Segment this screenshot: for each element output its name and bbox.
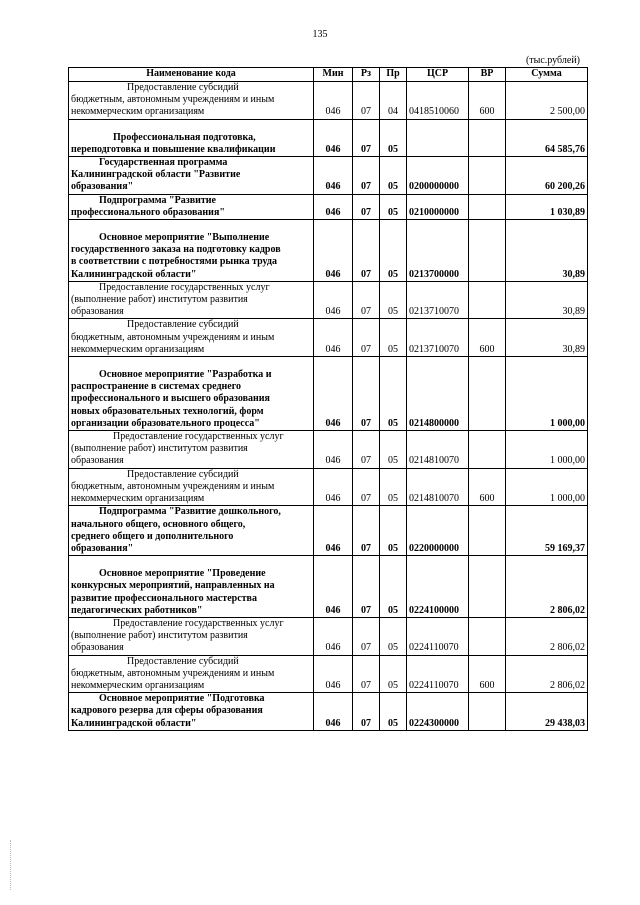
row-name-line: Калининградской области"	[71, 717, 197, 729]
row-name-cell	[69, 556, 314, 618]
row-name-line: образования"	[71, 181, 134, 193]
row-csr-cell: 0214810070	[407, 468, 469, 506]
row-sum-cell: 1 000,00	[506, 468, 588, 506]
row-sum-cell: 30,89	[506, 220, 588, 282]
row-name-line: среднего общего и дополнительного	[71, 530, 234, 542]
table-row	[69, 82, 588, 120]
row-sum-cell: 30,89	[506, 319, 588, 357]
row-min-cell: 046	[314, 617, 353, 655]
row-name-line: Подпрограмма "Развитие дошкольного,	[99, 506, 281, 518]
table-row	[69, 431, 588, 469]
row-csr-cell: 0213700000	[407, 220, 469, 282]
row-min-cell: 046	[314, 431, 353, 469]
row-min-cell: 046	[314, 506, 353, 556]
row-name-line: государственного заказа на подготовку кадров	[71, 244, 281, 256]
row-vr-cell	[469, 617, 506, 655]
row-name-line: в соответствии с потребностями рынка труда	[71, 256, 277, 268]
row-rz-cell: 07	[353, 693, 380, 731]
col-header-pr: Пр	[380, 68, 407, 82]
row-vr-cell	[469, 194, 506, 219]
row-vr-cell: 600	[469, 82, 506, 120]
row-min-cell: 046	[314, 357, 353, 431]
row-name-line: бюджетным, автономным учреждениям и иным	[71, 331, 275, 343]
row-min-cell: 046	[314, 157, 353, 195]
table-row	[69, 506, 588, 556]
row-name-line: Подпрограмма "Развитие	[99, 194, 216, 206]
row-rz-cell: 07	[353, 82, 380, 120]
row-csr-cell: 0213710070	[407, 319, 469, 357]
row-pr-cell: 05	[380, 281, 407, 319]
row-pr-cell: 05	[380, 119, 407, 156]
row-csr-cell: 0224110070	[407, 655, 469, 693]
row-sum-cell: 2 806,02	[506, 556, 588, 618]
row-rz-cell: 07	[353, 220, 380, 282]
row-sum-cell: 29 438,03	[506, 693, 588, 731]
row-pr-cell: 04	[380, 82, 407, 120]
row-name-line: конкурсных мероприятий, направленных на	[71, 580, 275, 592]
row-rz-cell: 07	[353, 506, 380, 556]
row-rz-cell: 07	[353, 157, 380, 195]
row-name-cell	[69, 220, 314, 282]
row-pr-cell: 05	[380, 431, 407, 469]
row-min-cell: 046	[314, 281, 353, 319]
row-rz-cell: 07	[353, 431, 380, 469]
row-name-line: Предоставление государственных услуг	[113, 431, 284, 443]
row-name-line: профессионального образования"	[71, 206, 225, 218]
table-row	[69, 655, 588, 693]
table-row	[69, 157, 588, 195]
row-vr-cell	[469, 431, 506, 469]
table-row	[69, 693, 588, 731]
row-sum-cell: 2 500,00	[506, 82, 588, 120]
row-name-line: бюджетным, автономным учреждениям и иным	[71, 480, 275, 492]
row-sum-cell: 2 806,02	[506, 617, 588, 655]
row-name-line: образования	[71, 642, 124, 654]
table-row	[69, 194, 588, 219]
table-row	[69, 556, 588, 618]
row-name-cell	[69, 693, 314, 731]
row-name-cell	[69, 194, 314, 219]
row-name-line: Калининградской области"	[71, 268, 197, 280]
row-name-line: Основное мероприятие "Выполнение	[99, 232, 270, 244]
row-sum-cell: 2 806,02	[506, 655, 588, 693]
row-name-cell	[69, 468, 314, 506]
row-name-line: профессионального и высшего образования	[71, 393, 270, 405]
row-vr-cell	[469, 119, 506, 156]
row-pr-cell: 05	[380, 194, 407, 219]
row-name-line: Предоставление субсидий	[127, 319, 239, 331]
table-row	[69, 281, 588, 319]
row-rz-cell: 07	[353, 617, 380, 655]
row-vr-cell	[469, 506, 506, 556]
row-csr-cell: 0418510060	[407, 82, 469, 120]
row-name-cell	[69, 82, 314, 120]
row-name-line: Предоставление субсидий	[127, 468, 239, 480]
row-csr-cell: 0214810070	[407, 431, 469, 469]
row-name-line: Основное мероприятие "Подготовка	[99, 693, 265, 705]
row-sum-cell: 1 030,89	[506, 194, 588, 219]
row-name-line: Предоставление государственных услуг	[99, 281, 270, 293]
row-vr-cell: 600	[469, 468, 506, 506]
row-rz-cell: 07	[353, 119, 380, 156]
table-row	[69, 119, 588, 156]
row-vr-cell	[469, 693, 506, 731]
row-csr-cell: 0224110070	[407, 617, 469, 655]
row-name-cell	[69, 506, 314, 556]
row-name-line: образования	[71, 306, 124, 318]
row-sum-cell: 1 000,00	[506, 431, 588, 469]
row-pr-cell: 05	[380, 655, 407, 693]
table-row	[69, 319, 588, 357]
row-pr-cell: 05	[380, 319, 407, 357]
row-name-line: организации образовательного процесса"	[71, 417, 260, 429]
units-label: (тыс.рублей)	[525, 55, 580, 66]
row-min-cell: 046	[314, 693, 353, 731]
table-row	[69, 220, 588, 282]
row-vr-cell: 600	[469, 319, 506, 357]
table-header-row	[69, 68, 588, 82]
col-header-name: Наименование кода	[69, 68, 314, 82]
row-name-line: распространение в системах среднего	[71, 381, 242, 393]
row-min-cell: 046	[314, 655, 353, 693]
row-rz-cell: 07	[353, 556, 380, 618]
row-pr-cell: 05	[380, 220, 407, 282]
row-vr-cell	[469, 556, 506, 618]
row-name-cell	[69, 431, 314, 469]
row-rz-cell: 07	[353, 194, 380, 219]
row-csr-cell: 0200000000	[407, 157, 469, 195]
row-vr-cell	[469, 220, 506, 282]
row-name-line: Основное мероприятие "Проведение	[99, 568, 266, 580]
row-rz-cell: 07	[353, 655, 380, 693]
col-header-sum: Сумма	[506, 68, 588, 82]
row-name-line: образования"	[71, 542, 134, 554]
row-vr-cell	[469, 281, 506, 319]
row-name-line: некоммерческим организациям	[71, 343, 205, 355]
row-pr-cell: 05	[380, 157, 407, 195]
row-min-cell: 046	[314, 194, 353, 219]
row-pr-cell: 05	[380, 556, 407, 618]
row-name-cell	[69, 319, 314, 357]
row-name-line: некоммерческим организациям	[71, 106, 205, 118]
row-pr-cell: 05	[380, 506, 407, 556]
row-name-line: педагогических работников"	[71, 604, 203, 616]
row-vr-cell: 600	[469, 655, 506, 693]
col-header-min: Мин	[314, 68, 353, 82]
row-pr-cell: 05	[380, 357, 407, 431]
row-pr-cell: 05	[380, 617, 407, 655]
row-min-cell: 046	[314, 82, 353, 120]
row-name-line: Калининградской области "Развитие	[71, 169, 241, 181]
row-name-line: Основное мероприятие "Разработка и	[99, 369, 272, 381]
row-name-cell	[69, 119, 314, 156]
row-name-line: переподготовка и повышение квалификации	[71, 143, 276, 155]
row-name-line: Государственная программа	[99, 157, 228, 169]
row-name-line: начального общего, основного общего,	[71, 518, 246, 530]
row-name-cell	[69, 357, 314, 431]
row-name-cell	[69, 281, 314, 319]
row-name-line: Предоставление субсидий	[127, 82, 239, 93]
row-csr-cell: 0224100000	[407, 556, 469, 618]
row-sum-cell: 30,89	[506, 281, 588, 319]
budget-table	[68, 67, 588, 731]
row-sum-cell: 64 585,76	[506, 119, 588, 156]
row-name-line: некоммерческим организациям	[71, 493, 205, 505]
row-csr-cell: 0213710070	[407, 281, 469, 319]
page-number: 135	[312, 29, 328, 40]
row-name-line: Предоставление государственных услуг	[113, 617, 284, 629]
row-name-line: Профессиональная подготовка,	[113, 131, 256, 143]
row-name-line: образования	[71, 455, 124, 467]
row-name-line: (выполнение работ) институтом развития	[71, 630, 248, 642]
row-name-line: бюджетным, автономным учреждениям и иным	[71, 667, 275, 679]
row-csr-cell: 0224300000	[407, 693, 469, 731]
row-sum-cell: 60 200,26	[506, 157, 588, 195]
row-name-line: Предоставление субсидий	[127, 655, 239, 667]
row-csr-cell: 0210000000	[407, 194, 469, 219]
row-csr-cell	[407, 119, 469, 156]
row-name-line: бюджетным, автономным учреждениям и иным	[71, 94, 275, 106]
row-name-line: (выполнение работ) институтом развития	[71, 443, 248, 455]
row-rz-cell: 07	[353, 281, 380, 319]
row-name-line: развитие профессионального мастерства	[71, 592, 257, 604]
row-name-cell	[69, 157, 314, 195]
row-min-cell: 046	[314, 119, 353, 156]
row-pr-cell: 05	[380, 693, 407, 731]
scan-edge-marks	[10, 840, 13, 890]
table-row	[69, 617, 588, 655]
row-name-line: кадрового резерва для сферы образования	[71, 705, 263, 717]
row-vr-cell	[469, 157, 506, 195]
row-name-cell	[69, 655, 314, 693]
row-sum-cell: 1 000,00	[506, 357, 588, 431]
row-vr-cell	[469, 357, 506, 431]
row-name-line: новых образовательных технологий, форм	[71, 405, 264, 417]
row-rz-cell: 07	[353, 357, 380, 431]
col-header-rz: Рз	[353, 68, 380, 82]
table-row	[69, 357, 588, 431]
row-csr-cell: 0214800000	[407, 357, 469, 431]
col-header-vr: ВР	[469, 68, 506, 82]
row-pr-cell: 05	[380, 468, 407, 506]
row-csr-cell: 0220000000	[407, 506, 469, 556]
row-min-cell: 046	[314, 556, 353, 618]
row-name-cell	[69, 617, 314, 655]
row-rz-cell: 07	[353, 468, 380, 506]
row-name-line: (выполнение работ) институтом развития	[71, 294, 248, 306]
row-rz-cell: 07	[353, 319, 380, 357]
row-sum-cell: 59 169,37	[506, 506, 588, 556]
row-min-cell: 046	[314, 468, 353, 506]
row-name-line: некоммерческим организациям	[71, 679, 205, 691]
table-row	[69, 468, 588, 506]
row-min-cell: 046	[314, 319, 353, 357]
col-header-csr: ЦСР	[407, 68, 469, 82]
row-min-cell: 046	[314, 220, 353, 282]
